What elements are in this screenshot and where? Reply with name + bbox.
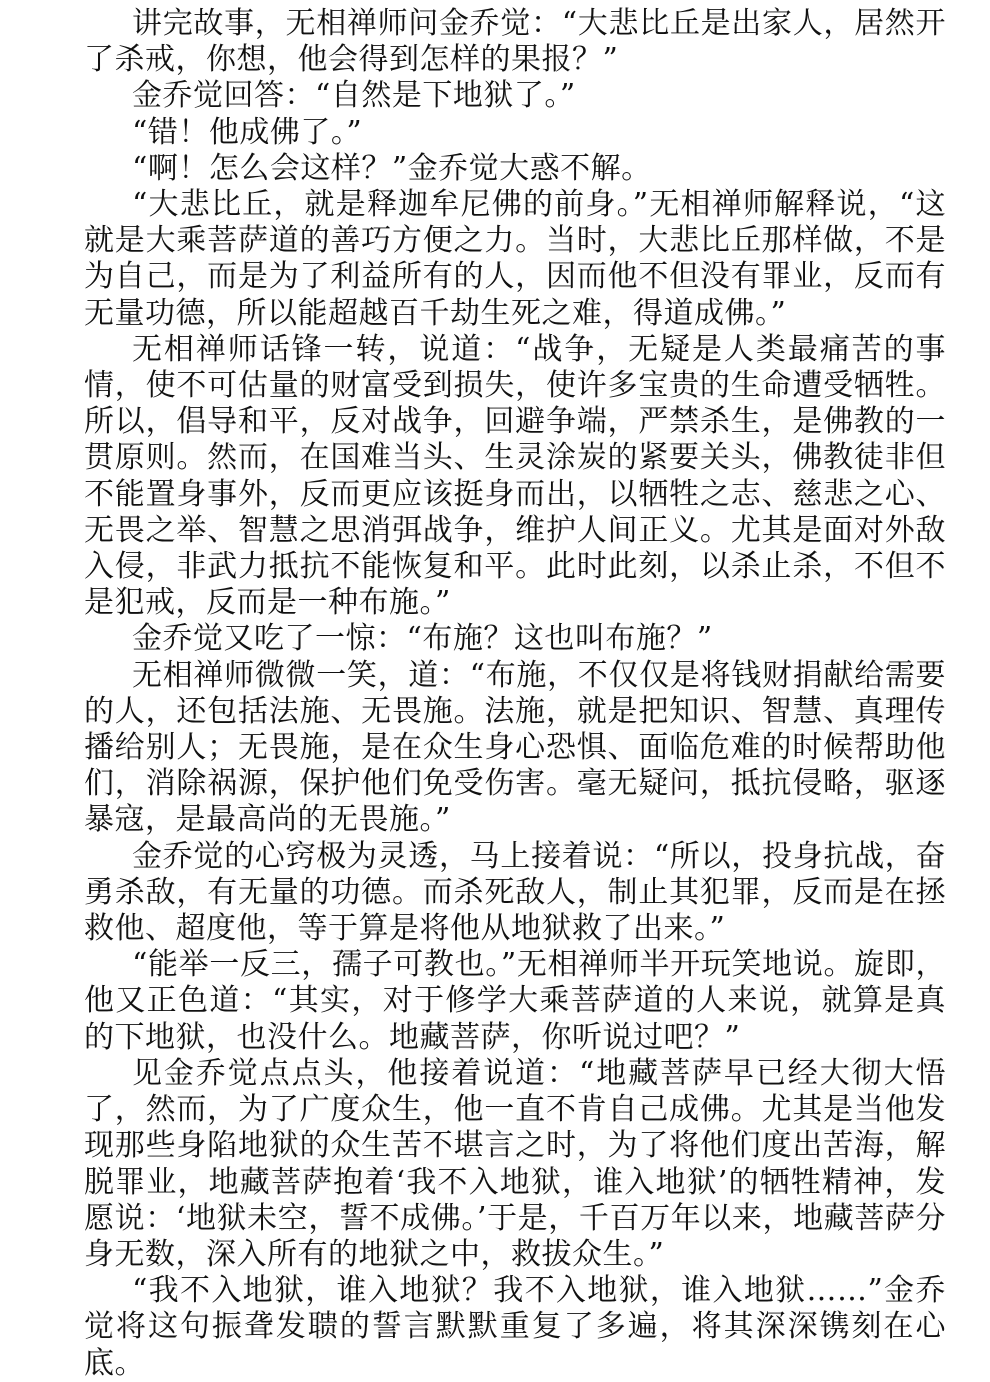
paragraph-11: 见金乔觉点点头，他接着说道：“地藏菩萨早已经大彻大悟了，然而，为了广度众生，他一直不肯自己成佛。尤其是当他发现那些身陷地狱的众生苦不堪言之时，为了将他们度出苦海，解脱罪业，地藏菩萨抱着‘我不入地狱，谁入地狱’的牺牲精神，发愿说：‘地狱未空，誓不成佛。’于是，千百万年以来，地藏菩萨分身无数，深入所有的地狱之中，救拔众生。” — [84, 1055, 946, 1272]
paragraph-7: 金乔觉又吃了一惊：“布施？这也叫布施？” — [132, 621, 713, 657]
paragraph-8: 无相禅师微微一笑，道：“布施，不仅仅是将钱财捐献给需要的人，还包括法施、无畏施。法施，就是把知识、智慧、真理传播给别人；无畏施，是在众生身心恐惧、面临危难的时候帮助他们，消除祸源，保护他们免受伤害。毫无疑问，抵抗侵略，驱逐暴寇，是最高尚的无畏施。” — [84, 657, 946, 838]
paragraph-9: 金乔觉的心窍极为灵透，马上接着说：“所以，投身抗战，奋勇杀敌，有无量的功德。而杀死敌人，制止其犯罪，反而是在拯救他、超度他，等于算是将他从地狱救了出来。” — [84, 838, 946, 947]
paragraph-2: 金乔觉回答：“自然是下地狱了。” — [132, 78, 576, 114]
paragraph-5: “大悲比丘，就是释迦牟尼佛的前身。”无相禅师解释说，“这就是大乘菩萨道的善巧方便之力。当时，大悲比丘那样做，不是为自己，而是为了利益所有的人，因而他不但没有罪业，反而有无量功德，所以能超越百千劫生死之难，得道成佛。” — [84, 187, 946, 331]
paragraph-4: “啊！怎么会这样？”金乔觉大惑不解。 — [132, 150, 652, 186]
paragraph-1: 讲完故事，无相禅师问金乔觉：“大悲比丘是出家人，居然开了杀戒，你想，他会得到怎样的果报？” — [84, 6, 946, 78]
paragraph-10: “能举一反三，孺子可教也。”无相禅师半开玩笑地说。旋即，他又正色道：“其实，对于修学大乘菩萨道的人来说，就算是真的下地狱，也没什么。地藏菩萨，你听说过吧？” — [84, 947, 946, 1055]
paragraph-12: “我不入地狱，谁入地狱？我不入地狱，谁入地狱……”金乔觉将这句振聋发聩的誓言默默重复了多遍，将其深深镌刻在心底。 — [84, 1273, 946, 1381]
paragraph-6: 无相禅师话锋一转，说道：“战争，无疑是人类最痛苦的事情，使不可估量的财富受到损失，使许多宝贵的生命遭受牺牲。所以，倡导和平，反对战争，回避争端，严禁杀生，是佛教的一贯原则。然而，在国难当头、生灵涂炭的紧要关头，佛教徒非但不能置身事外，反而更应该挺身而出，以牺牲之志、慈悲之心、无畏之举、智慧之思消弭战争，维护人间正义。尤其是面对外敌入侵，非武力抵抗不能恢复和平。此时此刻，以杀止杀，不但不是犯戒，反而是一种布施。” — [84, 331, 946, 621]
paragraph-3: “错！他成佛了。” — [132, 114, 363, 150]
